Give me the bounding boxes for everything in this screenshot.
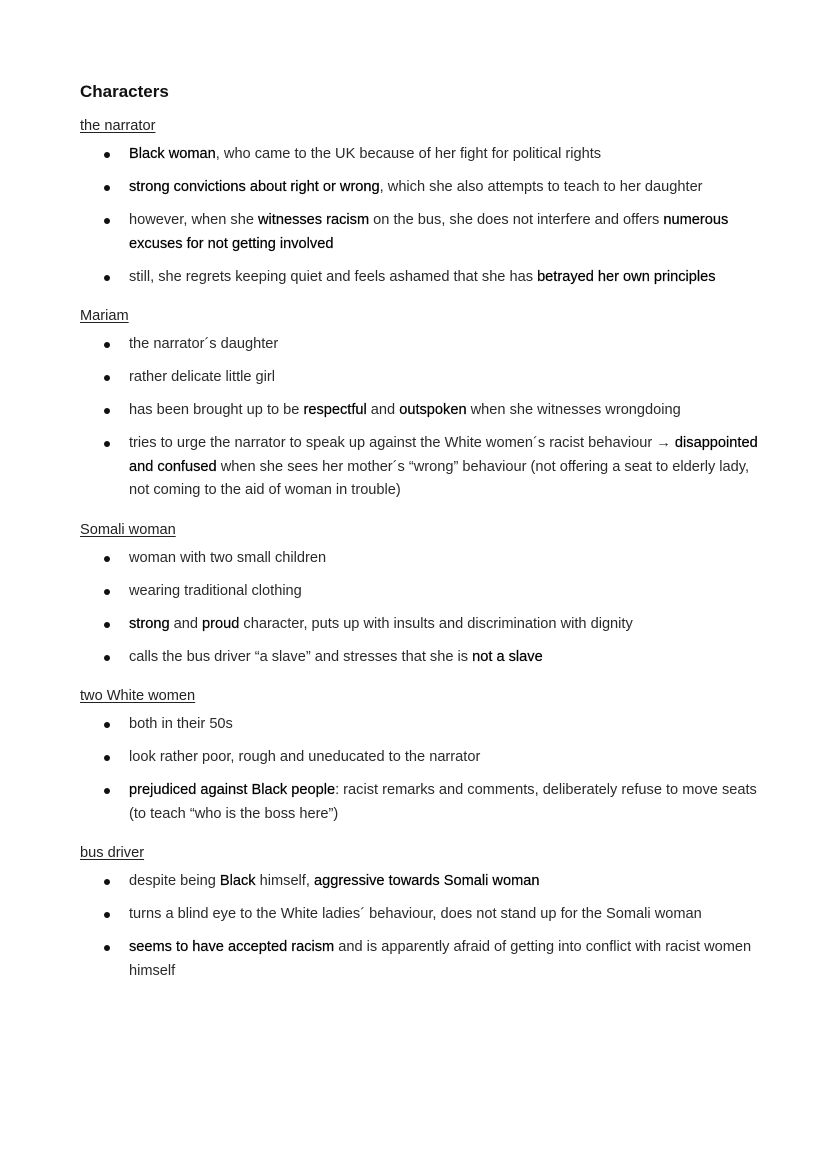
highlighted-text: disappointed and confused (129, 435, 758, 475)
item-text: tries to urge the narrator to speak up against the White women´s racist behaviour → (129, 435, 675, 451)
item-text: and (169, 615, 203, 632)
document-page (80, 80, 760, 999)
section-heading: Somali woman (80, 521, 176, 538)
bullet-icon (104, 375, 110, 381)
section-somali-woman (80, 519, 760, 670)
highlighted-text: respectful (303, 402, 367, 418)
highlighted-text: strong (129, 615, 170, 632)
list-item (80, 779, 760, 826)
item-text: , which she also attempts to teach to her daughter (379, 179, 703, 195)
bullet-icon (104, 722, 110, 728)
list-item (80, 870, 760, 894)
highlighted-text: strong convictions about right or wrong (129, 179, 380, 195)
bullet-icon (104, 556, 110, 562)
bullet-icon (104, 408, 110, 414)
bullet-icon (104, 275, 110, 281)
bullet-icon (104, 655, 110, 661)
highlighted-text: Black woman (129, 146, 216, 162)
bullet-list (80, 333, 760, 503)
item-text: despite being (129, 873, 220, 889)
highlighted-text: betrayed her own principles (537, 268, 716, 285)
bullet-icon (104, 185, 110, 191)
highlighted-text: prejudiced against Black people (129, 782, 336, 798)
section-heading: two White women (80, 688, 196, 704)
list-item (80, 903, 760, 927)
list-item (80, 746, 760, 770)
bullet-list (80, 713, 760, 826)
page-title: Characters (80, 82, 169, 101)
section-the-narrator (80, 115, 760, 289)
item-text: however, when she (129, 212, 258, 228)
section-mariam (80, 305, 760, 503)
item-text: both in their 50s (129, 716, 233, 732)
list-item (80, 713, 760, 737)
list-item (80, 936, 760, 983)
bullet-icon (104, 342, 110, 348)
bullet-icon (104, 589, 110, 595)
item-text: when she sees her mother´s “wrong” behaviour (not offering a seat to elderly lady, not coming to the aid of woman in trouble) (129, 458, 750, 498)
item-text: the narrator´s daughter (129, 336, 279, 352)
item-text: and (366, 402, 400, 418)
item-text: wearing traditional clothing (129, 582, 302, 599)
highlighted-text: numerous excuses for not getting involved (129, 212, 729, 252)
bullet-icon (104, 912, 110, 918)
highlighted-text: witnesses racism (258, 212, 370, 228)
item-text: character, puts up with insults and discrimination with dignity (239, 615, 633, 632)
section-bus-driver (80, 842, 760, 983)
list-item (80, 209, 760, 256)
item-text: woman with two small children (129, 549, 327, 566)
bullet-icon (104, 622, 110, 628)
item-text: look rather poor, rough and uneducated to the narrator (129, 749, 481, 765)
item-text: has been brought up to be (129, 402, 304, 418)
list-item (80, 366, 760, 390)
bullet-list (80, 547, 760, 670)
bullet-icon (104, 788, 110, 794)
list-item (80, 432, 760, 503)
list-item (80, 333, 760, 357)
bullet-list (80, 870, 760, 983)
list-item (80, 580, 760, 604)
item-text: , who came to the UK because of her fight for political rights (215, 146, 602, 162)
item-text: when she witnesses wrongdoing (466, 402, 681, 418)
list-item (80, 613, 760, 637)
list-item (80, 547, 760, 571)
item-text: rather delicate little girl (129, 369, 276, 385)
item-text: still, she regrets keeping quiet and feels ashamed that she has (129, 268, 538, 285)
item-text: : racist remarks and comments, deliberately refuse to move seats (to teach “who is the boss here”) (129, 782, 757, 822)
list-item (80, 399, 760, 423)
highlighted-text: seems to have accepted racism (129, 939, 335, 955)
highlighted-text: proud (202, 615, 240, 632)
item-text: and is apparently afraid of getting into conflict with racist women himself (129, 939, 752, 979)
section-heading: Mariam (80, 308, 129, 324)
bullet-icon (104, 755, 110, 761)
section-two-white-women (80, 685, 760, 826)
item-text: turns a blind eye to the White ladies´ behaviour, does not stand up for the Somali woman (129, 906, 702, 922)
list-item (80, 646, 760, 670)
bullet-list (80, 143, 760, 289)
list-item (80, 266, 760, 290)
section-heading: bus driver (80, 845, 145, 861)
highlighted-text: Black (219, 873, 256, 889)
section-heading: the narrator (80, 118, 156, 134)
item-text: calls the bus driver “a slave” and stresses that she is (129, 648, 473, 665)
bullet-icon (104, 879, 110, 885)
character-sections (80, 115, 760, 983)
bullet-icon (104, 218, 110, 224)
list-item (80, 176, 760, 200)
bullet-icon (104, 441, 110, 447)
item-text: himself, (255, 873, 314, 889)
highlighted-text: outspoken (399, 402, 467, 418)
highlighted-text: aggressive towards Somali woman (313, 873, 540, 889)
highlighted-text: not a slave (472, 648, 543, 665)
bullet-icon (104, 152, 110, 158)
list-item (80, 143, 760, 167)
item-text: on the bus, she does not interfere and offers (369, 212, 664, 228)
bullet-icon (104, 945, 110, 951)
